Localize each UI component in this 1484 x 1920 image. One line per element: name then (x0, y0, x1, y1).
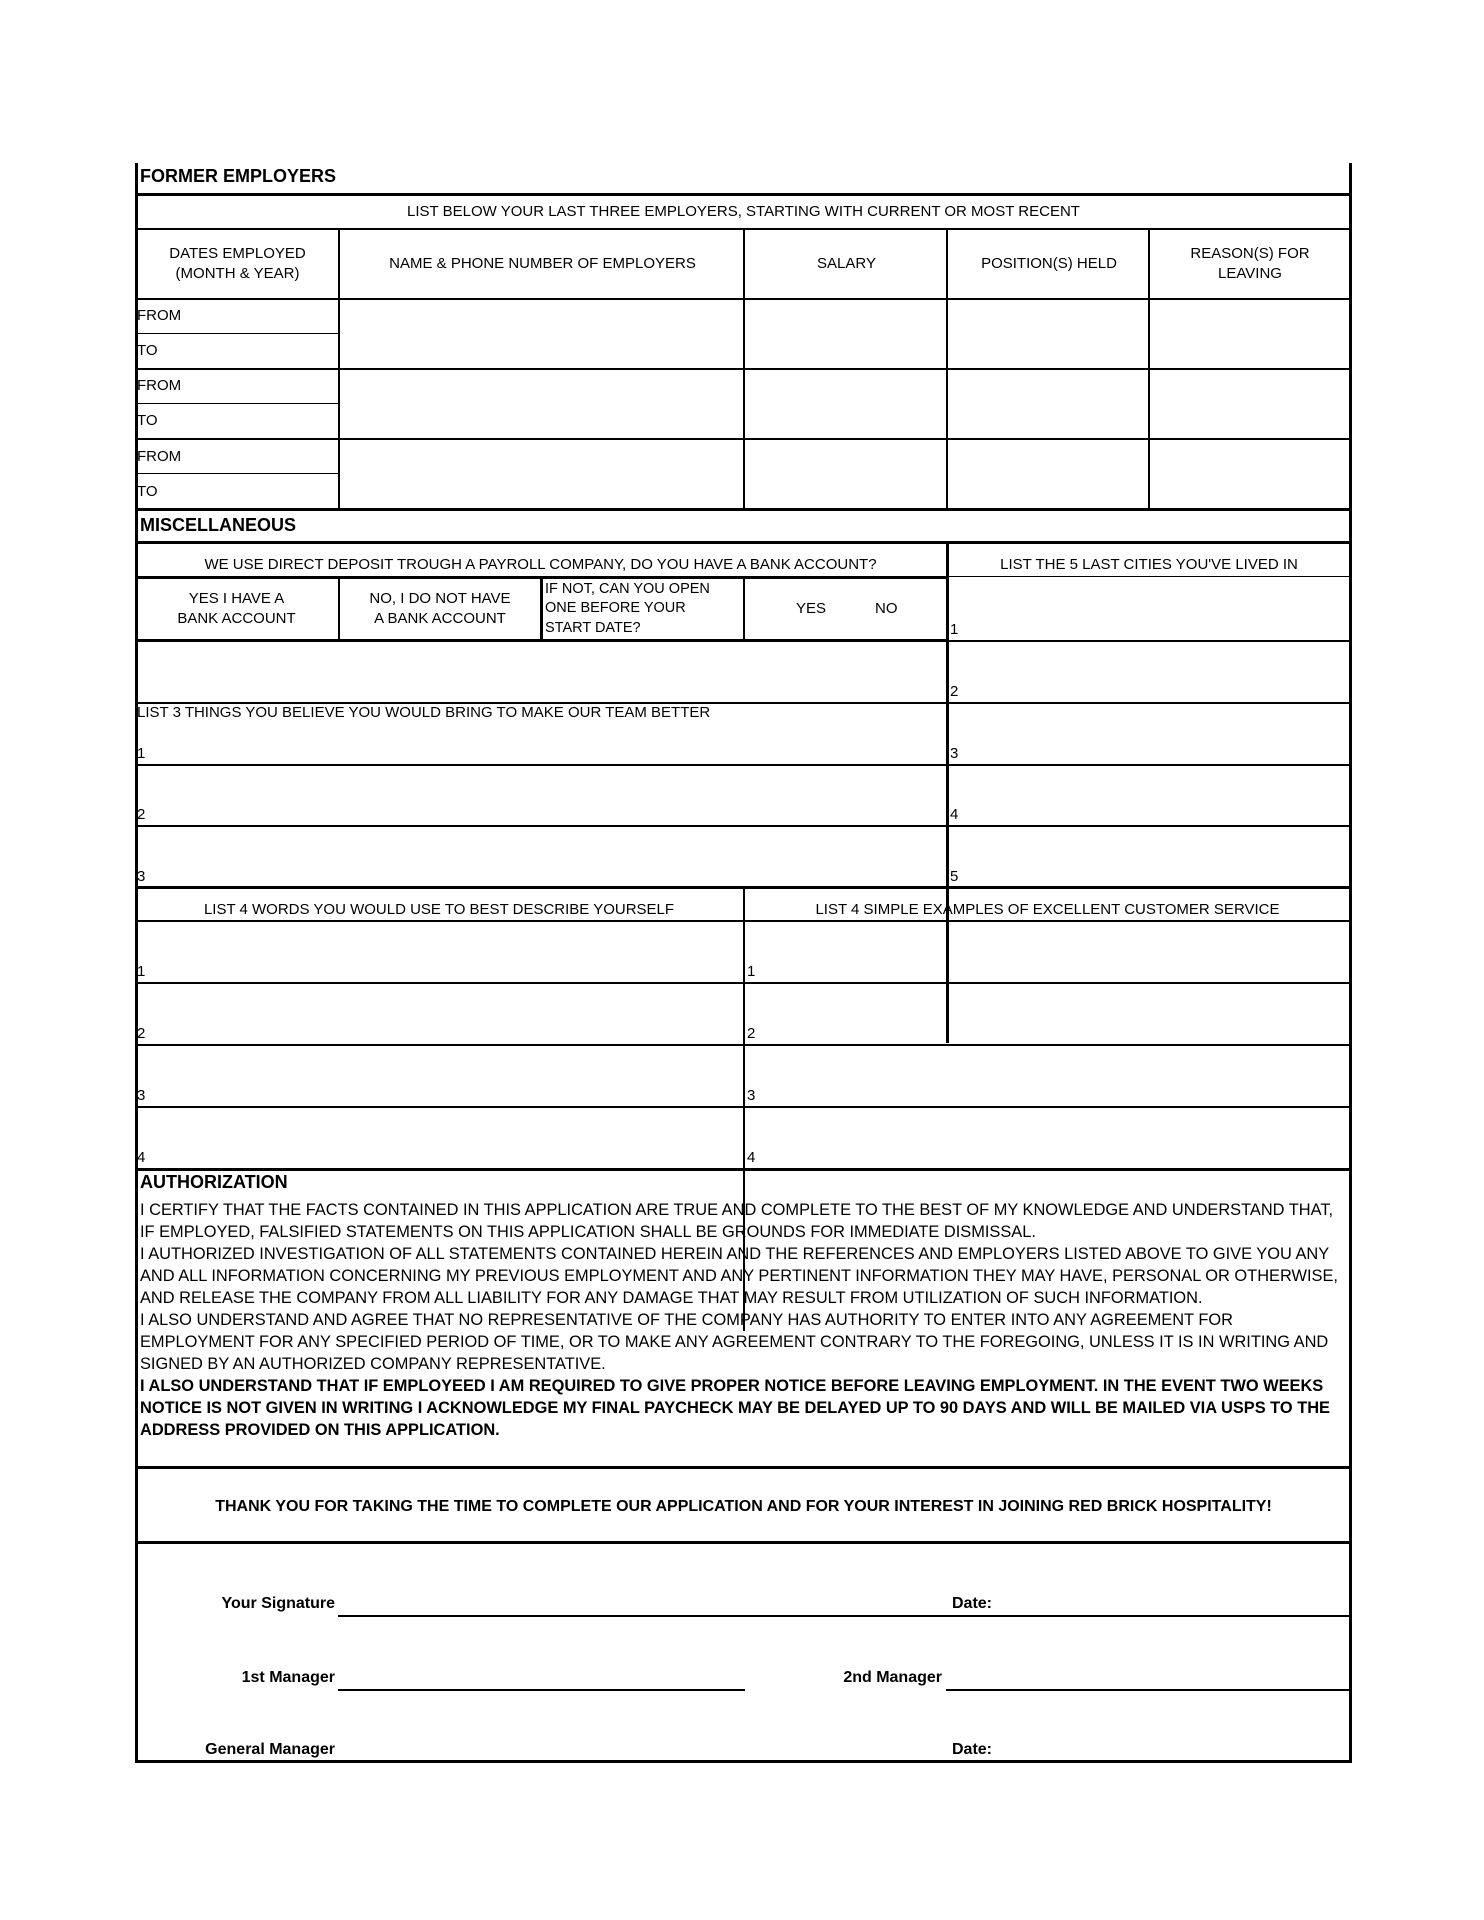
former-employers-instruction: LIST BELOW YOUR LAST THREE EMPLOYERS, STARTING WITH CURRENT OR MOST RECENT (407, 203, 1080, 220)
signature-date-label: Date: (952, 1595, 993, 1612)
employer-2-from-label: FROM (137, 377, 182, 394)
first-manager-line[interactable] (338, 1689, 745, 1691)
city-1-number: 1 (950, 621, 959, 638)
word-2-number: 2 (137, 1025, 146, 1042)
team-item-1-number: 1 (137, 745, 146, 762)
word-1-number: 1 (137, 963, 146, 980)
authorization-text (140, 1199, 1350, 1441)
open-account-question-line3: START DATE? (545, 620, 641, 636)
col-reasons-for-leaving-sub: LEAVING (1218, 265, 1282, 282)
service-3-number: 3 (747, 1087, 756, 1104)
your-signature-label: Your Signature (221, 1595, 335, 1612)
open-account-yes[interactable]: YES (796, 600, 827, 617)
your-signature-line[interactable] (338, 1615, 1352, 1617)
employer-3-from-label: FROM (137, 448, 182, 465)
first-manager-label: 1st Manager (241, 1669, 335, 1686)
option-yes-bank-account[interactable]: YES I HAVE A (188, 590, 285, 607)
employer-1-to-label: TO (137, 342, 158, 359)
option-no-bank-account[interactable]: NO, I DO NOT HAVE (369, 590, 511, 607)
team-item-3-number: 3 (137, 868, 146, 885)
employer-1-from-label: FROM (137, 307, 182, 324)
describe-yourself-title: LIST 4 WORDS YOU WOULD USE TO BEST DESCRIBE YOURSELF (203, 901, 675, 918)
col-employer-name-phone: NAME & PHONE NUMBER OF EMPLOYERS (389, 255, 696, 272)
col-dates-employed: DATES EMPLOYED (169, 245, 306, 262)
former-employers-title: FORMER EMPLOYERS (140, 166, 337, 186)
service-4-number: 4 (747, 1149, 756, 1166)
general-manager-label: General Manager (205, 1741, 335, 1758)
open-account-no[interactable]: NO (875, 600, 898, 617)
open-account-question: IF NOT, CAN YOU OPEN (545, 581, 710, 597)
authorization-title: AUTHORIZATION (140, 1172, 288, 1192)
option-yes-bank-account-line2: BANK ACCOUNT (177, 610, 296, 627)
authorization-paragraph-1: I CERTIFY THAT THE FACTS CONTAINED IN THIS APPLICATION ARE TRUE AND COMPLETE TO THE BEST OF MY KNOWLEDGE AND UNDERSTAND THAT, IF EMPLOYED, FALSIFIED STATEMENTS ON THIS APPLICATION SHALL BE GROUNDS FOR IMMEDIATE DISMISSAL. (140, 1201, 1334, 1241)
team-better-title: LIST 3 THINGS YOU BELIEVE YOU WOULD BRING TO MAKE OUR TEAM BETTER (137, 704, 711, 721)
general-manager-date-label: Date: (952, 1741, 993, 1758)
miscellaneous-title: MISCELLANEOUS (140, 515, 297, 535)
service-1-number: 1 (747, 963, 756, 980)
col-positions-held: POSITION(S) HELD (981, 255, 1117, 272)
col-dates-employed-sub: (MONTH & YEAR) (175, 265, 300, 282)
city-2-number: 2 (950, 683, 959, 700)
employer-2-to-label: TO (137, 412, 158, 429)
authorization-paragraph-4: I ALSO UNDERSTAND THAT IF EMPLOYEED I AM REQUIRED TO GIVE PROPER NOTICE BEFORE LEAVING EMPLOYMENT. IN THE EVENT TWO WEEKS NOTICE IS NOT GIVEN IN WRITING I ACKNOWLEDGE MY FINAL PAYCHECK MAY BE DELAYED UP TO 90 DAYS AND WILL BE MAILED VIA USPS TO THE ADDRESS PROVIDED ON THIS APPLICATION. (140, 1377, 1330, 1439)
authorization-paragraph-3: I ALSO UNDERSTAND AND AGREE THAT NO REPRESENTATIVE OF THE COMPANY HAS AUTHORITY TO ENTER INTO ANY AGREEMENT FOR EMPLOYMENT FOR ANY SPECIFIED PERIOD OF TIME, OR TO MAKE ANY AGREEMENT CONTRARY TO THE FOREGOING, UNLESS IT IS IN WRITING AND SIGNED BY AN AUTHORIZED COMPANY REPRESENTATIVE. (140, 1311, 1329, 1373)
second-manager-line[interactable] (946, 1689, 1352, 1691)
thank-you-message: THANK YOU FOR TAKING THE TIME TO COMPLETE OUR APPLICATION AND FOR YOUR INTEREST IN JOINING RED BRICK HOSPITALITY! (215, 1498, 1272, 1515)
team-item-2-number: 2 (137, 806, 146, 823)
city-5-number: 5 (950, 868, 959, 885)
bank-account-question: WE USE DIRECT DEPOSIT TROUGH A PAYROLL COMPANY, DO YOU HAVE A BANK ACCOUNT? (204, 556, 877, 573)
employer-3-to-label: TO (137, 483, 158, 500)
word-4-number: 4 (137, 1149, 146, 1166)
option-no-bank-account-line2: A BANK ACCOUNT (374, 610, 506, 627)
city-4-number: 4 (950, 806, 959, 823)
open-account-question-line2: ONE BEFORE YOUR (545, 600, 686, 616)
word-3-number: 3 (137, 1087, 146, 1104)
authorization-paragraph-2: I AUTHORIZED INVESTIGATION OF ALL STATEMENTS CONTAINED HEREIN AND THE REFERENCES AND EMPLOYERS LISTED ABOVE TO GIVE YOU ANY AND ALL INFORMATION CONCERNING MY PREVIOUS EMPLOYMENT AND ANY PERTINENT INFORMATION THEY MAY HAVE, PERSONAL OR OTHERWISE, AND RELEASE THE COMPANY FROM ALL LIABILITY FOR ANY DAMAGE THAT MAY RESULT FROM UTILIZATION OF SUCH INFORMATION. (140, 1245, 1338, 1307)
second-manager-label: 2nd Manager (843, 1669, 942, 1686)
customer-service-title: LIST 4 SIMPLE EXAMPLES OF EXCELLENT CUSTOMER SERVICE (815, 901, 1280, 918)
service-2-number: 2 (747, 1025, 756, 1042)
col-reasons-for-leaving: REASON(S) FOR (1190, 245, 1310, 262)
cities-lived-title: LIST THE 5 LAST CITIES YOU'VE LIVED IN (1000, 556, 1298, 573)
city-3-number: 3 (950, 745, 959, 762)
col-salary: SALARY (817, 255, 876, 272)
